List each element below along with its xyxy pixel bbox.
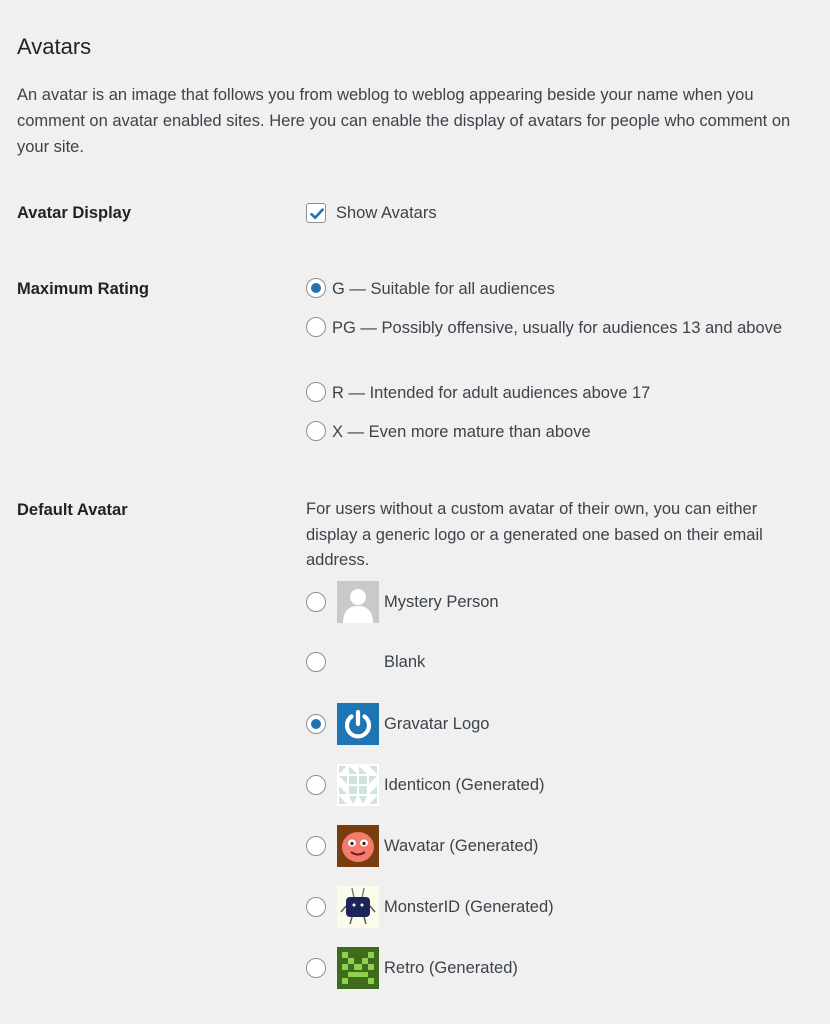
rating-pg-label: PG — Possibly offensive, usually for audiences 13 and above (332, 319, 783, 337)
retro-radio[interactable] (306, 958, 326, 978)
show-avatars-checkbox[interactable] (306, 203, 326, 223)
checkmark-icon (308, 205, 326, 223)
default-avatar-description: For users without a custom avatar of their own, you can either display a generic logo or a generated one based on their email address. (306, 500, 763, 569)
mystery-person-label: Mystery Person (384, 592, 499, 611)
avatar-option-wavatar[interactable] (306, 825, 538, 867)
intro-text: An avatar is an image that follows you from weblog to weblog appearing beside your name when you comment on avatar enabled sites. Here you can enable the display of avatars for people who comment on your site. (17, 86, 791, 156)
monsterid-icon (337, 886, 379, 928)
avatar-option-retro[interactable] (306, 947, 518, 989)
gravatar-logo-radio[interactable] (306, 714, 326, 734)
blank-label: Blank (384, 652, 426, 671)
avatar-option-identicon[interactable] (306, 764, 545, 806)
rating-r-label: R — Intended for adult audiences above 17 (332, 384, 651, 402)
rating-pg-radio[interactable] (306, 317, 326, 337)
avatar-option-monsterid[interactable] (306, 886, 554, 928)
rating-g-radio[interactable] (306, 278, 326, 298)
page-title: Avatars (17, 34, 92, 59)
rating-option-r[interactable] (306, 378, 786, 406)
mystery-person-radio[interactable] (306, 592, 326, 612)
monsterid-radio[interactable] (306, 897, 326, 917)
identicon-icon (337, 764, 379, 806)
maximum-rating-field (306, 274, 806, 444)
gravatar-logo-icon (337, 703, 379, 745)
rating-x-label: X — Even more mature than above (332, 423, 591, 441)
blank-radio[interactable] (306, 652, 326, 672)
show-avatars-label: Show Avatars (336, 204, 437, 222)
avatar-option-gravatar-logo[interactable] (306, 703, 489, 745)
avatar-display-field (306, 200, 806, 226)
rating-option-pg[interactable] (306, 313, 786, 341)
monsterid-label: MonsterID (Generated) (384, 897, 554, 916)
show-avatars-option[interactable] (306, 200, 806, 226)
maximum-rating-label: Maximum Rating (17, 280, 150, 298)
avatar-option-blank[interactable] (306, 641, 425, 683)
retro-label: Retro (Generated) (384, 958, 518, 977)
wavatar-radio[interactable] (306, 836, 326, 856)
rating-option-x[interactable] (306, 417, 786, 445)
wavatar-label: Wavatar (Generated) (384, 836, 539, 855)
rating-x-radio[interactable] (306, 421, 326, 441)
identicon-radio[interactable] (306, 775, 326, 795)
rating-g-label: G — Suitable for all audiences (332, 280, 555, 298)
rating-option-g[interactable] (306, 274, 786, 302)
blank-icon (337, 641, 379, 683)
default-avatar-label: Default Avatar (17, 501, 128, 519)
retro-icon (337, 947, 379, 989)
rating-r-radio[interactable] (306, 382, 326, 402)
mystery-person-icon (337, 581, 379, 623)
avatar-display-label: Avatar Display (17, 204, 132, 222)
gravatar-logo-label: Gravatar Logo (384, 714, 490, 733)
identicon-label: Identicon (Generated) (384, 775, 545, 794)
avatar-option-mystery-person[interactable] (306, 581, 499, 623)
wavatar-icon (337, 825, 379, 867)
